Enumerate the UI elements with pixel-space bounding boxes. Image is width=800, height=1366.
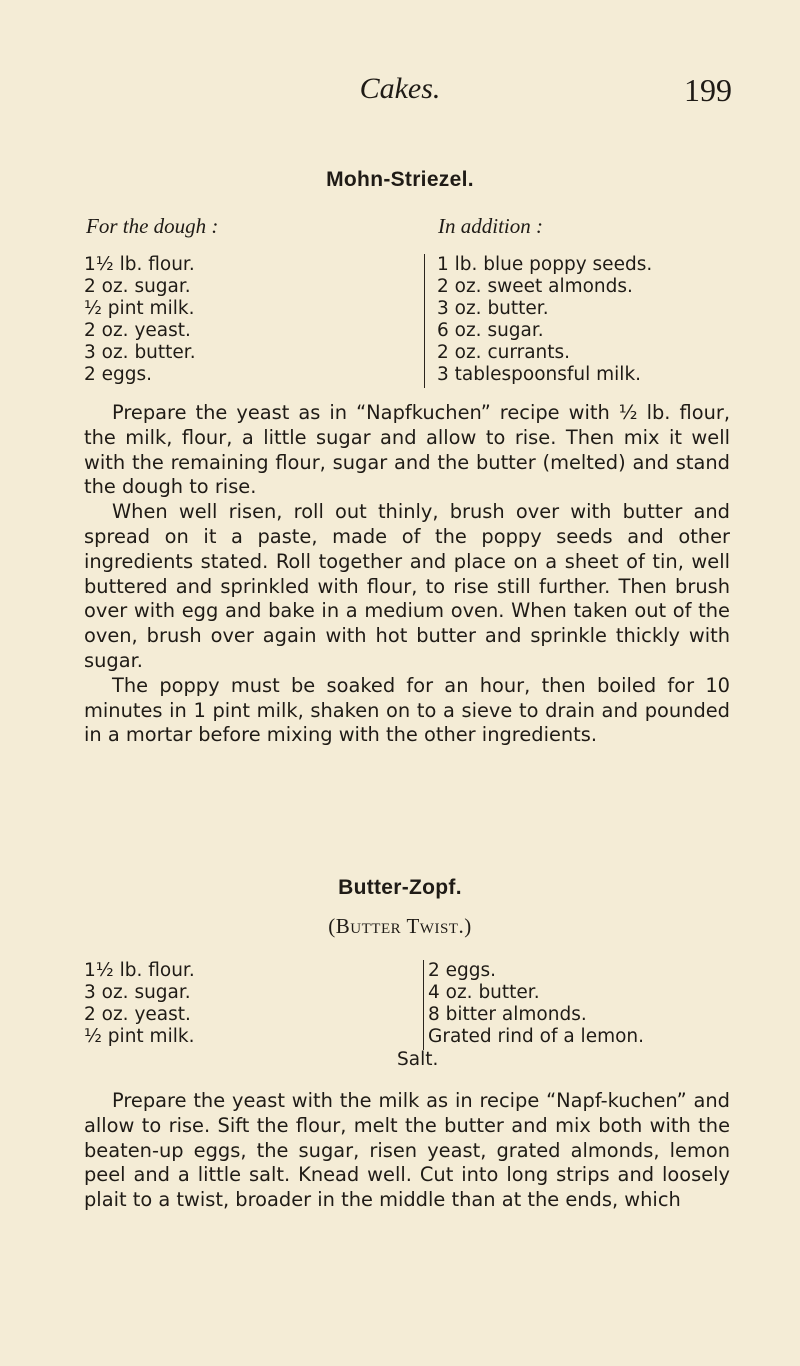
- list-item: 2 oz. yeast.: [84, 1004, 191, 1025]
- recipe-title-butter-zopf: Butter-Zopf.: [338, 876, 462, 899]
- addition-heading: In addition :: [438, 214, 543, 238]
- list-item: 3 oz. sugar.: [84, 982, 191, 1003]
- column-divider: [424, 254, 425, 388]
- list-item: 2 oz. currants.: [437, 342, 571, 363]
- column-divider: [423, 960, 424, 1050]
- paragraph: Prepare the yeast with the milk as in recipe “Napf-kuchen” and allow to rise. Sift the flour, melt the butter and mix both with the beaten-up eggs, the sugar, risen yeast, grated almonds, lemon peel and a little salt. Knead well. Cut into long strips and loosely plait to a twist, broader in the middle than at the ends, which: [84, 1089, 730, 1212]
- list-item: 8 bitter almonds.: [428, 1004, 587, 1025]
- list-item: 2 eggs.: [84, 364, 153, 385]
- list-item: 2 eggs.: [428, 960, 497, 981]
- recipe-title-mohn-striezel: Mohn-Striezel.: [326, 168, 474, 191]
- paragraph: The poppy must be soaked for an hour, then boiled for 10 minutes in 1 pint milk, shaken on to a sieve to drain and pounded in a mortar before mixing with the other ingredients.: [84, 673, 730, 747]
- salt-ingredient: Salt.: [397, 1049, 439, 1070]
- list-item: 4 oz. butter.: [428, 982, 540, 1003]
- mohn-striezel-method: [84, 401, 730, 748]
- page-number: 199: [684, 72, 732, 108]
- dough-ingredient-list: [84, 254, 196, 386]
- zopf-ingredient-list-right: [428, 960, 644, 1048]
- recipe-subtitle: (Butter Twist.): [328, 914, 472, 938]
- zopf-ingredient-list-left: [84, 960, 195, 1048]
- butter-zopf-method: [84, 1089, 730, 1213]
- list-item: 6 oz. sugar.: [437, 320, 544, 341]
- list-item: 3 oz. butter.: [84, 342, 196, 363]
- list-item: 3 oz. butter.: [437, 298, 549, 319]
- list-item: Grated rind of a lemon.: [428, 1026, 645, 1047]
- dough-heading: For the dough :: [86, 214, 219, 238]
- list-item: 2 oz. sweet almonds.: [437, 276, 633, 297]
- list-item: ½ pint milk.: [84, 298, 195, 319]
- addition-ingredient-list: [437, 254, 652, 386]
- list-item: 3 tablespoonsful milk.: [437, 364, 642, 385]
- list-item: 2 oz. sugar.: [84, 276, 191, 297]
- paragraph: When well risen, roll out thinly, brush over with butter and spread on it a paste, made of the poppy seeds and other ingredients stated. Roll together and place on a sheet of tin, well buttered and sprinkled with flour, to rise still further. Then brush over with egg and bake in a medium oven. When taken out of the oven, brush over again with hot butter and sprinkle thickly with sugar.: [84, 500, 730, 672]
- list-item: 1½ lb. flour.: [84, 960, 195, 981]
- list-item: 1½ lb. flour.: [84, 254, 195, 275]
- list-item: 2 oz. yeast.: [84, 320, 191, 341]
- paragraph: Prepare the yeast as in “Napfkuchen” recipe with ½ lb. flour, the milk, flour, a little sugar and allow to rise. Then mix it well with the remaining flour, sugar and the butter (melted) and stand the dough to rise.: [84, 401, 730, 499]
- running-head: [0, 72, 800, 112]
- list-item: 1 lb. blue poppy seeds.: [437, 254, 653, 275]
- running-title: Cakes.: [359, 72, 441, 105]
- list-item: ½ pint milk.: [84, 1026, 195, 1047]
